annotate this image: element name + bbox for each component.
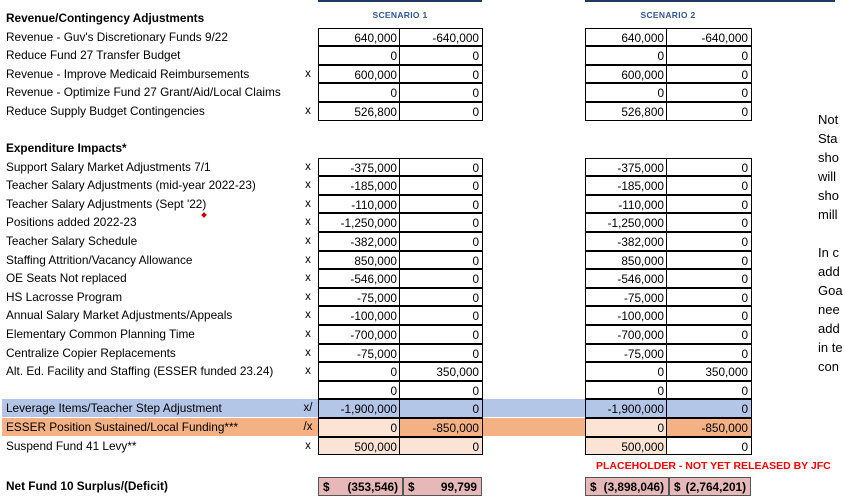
value-cell[interactable]: 0 bbox=[399, 83, 483, 102]
row-label bbox=[6, 381, 298, 400]
side-note-line: sho bbox=[818, 150, 839, 165]
value-cell[interactable]: 0 bbox=[399, 344, 483, 363]
value-cell[interactable]: -850,000 bbox=[399, 418, 483, 437]
value-cell[interactable]: -75,000 bbox=[585, 344, 668, 363]
value-cell[interactable]: 0 bbox=[399, 381, 483, 400]
value-cell[interactable]: 0 bbox=[399, 195, 483, 214]
value-cell[interactable]: 0 bbox=[399, 65, 483, 84]
row-label: HS Lacrosse Program bbox=[6, 289, 123, 304]
row-mark: x bbox=[305, 105, 311, 117]
value-cell[interactable]: 0 bbox=[585, 362, 668, 381]
value-cell[interactable]: 0 bbox=[666, 176, 752, 195]
row-label: Positions added 2022-23 bbox=[6, 215, 137, 230]
value-cell[interactable]: 0 bbox=[666, 399, 752, 418]
value-cell[interactable]: -546,000 bbox=[585, 269, 668, 288]
value-cell[interactable]: -185,000 bbox=[585, 176, 668, 195]
row-label: Reduce Fund 27 Transfer Budget bbox=[6, 48, 181, 63]
net-value-cell[interactable] bbox=[669, 477, 751, 496]
side-note-line: Not bbox=[818, 112, 839, 127]
value-cell[interactable]: -110,000 bbox=[318, 195, 401, 214]
value-cell[interactable]: 640,000 bbox=[585, 28, 668, 47]
row-label: Revenue - Optimize Fund 27 Grant/Aid/Local Claims bbox=[6, 85, 281, 100]
value-cell[interactable]: -185,000 bbox=[318, 176, 401, 195]
value-cell[interactable]: 500,000 bbox=[318, 437, 401, 456]
placeholder-note: PLACEHOLDER - NOT YET RELEASED BY JFC bbox=[596, 460, 831, 472]
value-cell[interactable]: 0 bbox=[666, 65, 752, 84]
currency-symbol: $ bbox=[408, 480, 415, 494]
value-cell[interactable]: 0 bbox=[666, 102, 752, 121]
row-label: Leverage Items/Teacher Step Adjustment bbox=[6, 401, 222, 416]
value-cell[interactable]: -375,000 bbox=[318, 158, 401, 177]
currency-symbol: $ bbox=[674, 480, 681, 494]
currency-symbol: $ bbox=[590, 480, 597, 494]
row-label: Revenue - Guv's Discretionary Funds 9/22 bbox=[6, 29, 228, 44]
row-mark bbox=[299, 83, 317, 102]
value-cell[interactable]: 640,000 bbox=[318, 28, 401, 47]
value-cell[interactable]: -700,000 bbox=[585, 325, 668, 344]
value-cell[interactable]: 0 bbox=[666, 288, 752, 307]
value-cell[interactable]: 850,000 bbox=[318, 251, 401, 270]
value-cell[interactable]: 0 bbox=[666, 344, 752, 363]
value-cell[interactable]: 600,000 bbox=[585, 65, 668, 84]
value-cell[interactable]: 0 bbox=[666, 381, 752, 400]
value-cell[interactable]: 0 bbox=[399, 213, 483, 232]
value-cell[interactable]: -1,900,000 bbox=[585, 399, 668, 418]
net-amount: 99,799 bbox=[440, 480, 477, 494]
side-note-line: In c bbox=[818, 245, 839, 260]
row-label: Teacher Salary Adjustments (mid-year 2022-23) bbox=[6, 178, 256, 193]
side-note-line: mill bbox=[818, 207, 838, 222]
value-cell[interactable]: 0 bbox=[585, 381, 668, 400]
side-note-line: sho bbox=[818, 188, 839, 203]
value-cell[interactable]: -382,000 bbox=[318, 232, 401, 251]
row-mark: x bbox=[305, 235, 311, 247]
header-rule bbox=[318, 0, 482, 2]
row-label: Elementary Common Planning Time bbox=[6, 327, 195, 341]
value-cell[interactable]: 0 bbox=[318, 381, 401, 400]
row-mark: x bbox=[305, 365, 311, 378]
value-cell[interactable]: 0 bbox=[318, 46, 401, 65]
row-mark: x bbox=[305, 253, 311, 266]
value-cell[interactable]: -546,000 bbox=[318, 269, 401, 288]
value-cell[interactable]: -100,000 bbox=[318, 306, 401, 325]
net-amount: (2,764,201) bbox=[685, 480, 746, 494]
value-cell[interactable]: 0 bbox=[585, 418, 668, 437]
value-cell[interactable]: 0 bbox=[399, 399, 483, 418]
side-note-line: Sta bbox=[818, 131, 838, 146]
row-label: ESSER Position Sustained/Local Funding*** bbox=[6, 420, 239, 434]
value-cell[interactable]: 0 bbox=[318, 362, 401, 381]
value-cell[interactable]: 0 bbox=[399, 46, 483, 65]
row-mark: x bbox=[305, 439, 311, 452]
row-label: Teacher Salary Schedule bbox=[6, 234, 138, 248]
section-title: Expenditure Impacts* bbox=[6, 141, 127, 155]
row-label: Suspend Fund 41 Levy** bbox=[6, 438, 137, 453]
side-note-line: will bbox=[818, 169, 837, 184]
value-cell[interactable]: 0 bbox=[666, 46, 752, 65]
value-cell[interactable]: 0 bbox=[399, 251, 483, 270]
value-cell[interactable]: 0 bbox=[399, 158, 483, 177]
net-amount: (3,898,046) bbox=[603, 480, 664, 494]
row-label: Revenue - Improve Medicaid Reimbursements bbox=[6, 66, 250, 81]
value-cell[interactable]: -850,000 bbox=[666, 418, 752, 437]
row-mark bbox=[299, 46, 317, 65]
value-cell[interactable]: 0 bbox=[666, 325, 752, 344]
section-title: Revenue/Contingency Adjustments bbox=[6, 11, 205, 25]
scenario-header: SCENARIO 1 bbox=[372, 10, 428, 20]
row-mark: x bbox=[305, 179, 311, 192]
value-cell[interactable]: -640,000 bbox=[399, 28, 483, 47]
value-cell[interactable]: -1,900,000 bbox=[318, 399, 401, 418]
value-cell[interactable]: 500,000 bbox=[585, 437, 668, 456]
row-label: Staffing Attrition/Vacancy Allowance bbox=[6, 252, 193, 267]
value-cell[interactable]: 0 bbox=[666, 232, 752, 251]
value-cell[interactable]: 526,800 bbox=[318, 102, 401, 121]
value-cell[interactable]: 0 bbox=[399, 102, 483, 121]
row-mark: x bbox=[305, 67, 311, 80]
value-cell[interactable]: 0 bbox=[666, 213, 752, 232]
value-cell[interactable]: 0 bbox=[666, 83, 752, 102]
value-cell[interactable]: 350,000 bbox=[399, 362, 483, 381]
side-note-line: in te bbox=[818, 340, 843, 355]
net-value-cell[interactable] bbox=[403, 477, 482, 496]
value-cell[interactable]: 0 bbox=[666, 158, 752, 177]
value-cell[interactable]: -375,000 bbox=[585, 158, 668, 177]
value-cell[interactable]: 0 bbox=[399, 269, 483, 288]
row-label: Alt. Ed. Facility and Staffing (ESSER funded 23.24) bbox=[6, 364, 274, 379]
value-cell[interactable]: -700,000 bbox=[318, 325, 401, 344]
header-rule bbox=[585, 0, 835, 2]
row-mark: /x bbox=[303, 421, 313, 433]
row-mark bbox=[299, 381, 317, 400]
value-cell[interactable]: 0 bbox=[666, 269, 752, 288]
value-cell[interactable]: 0 bbox=[585, 46, 668, 65]
row-label: Reduce Supply Budget Contingencies bbox=[6, 104, 205, 118]
scenario-header: SCENARIO 2 bbox=[640, 10, 696, 20]
value-cell[interactable]: 0 bbox=[399, 288, 483, 307]
row-mark: x bbox=[305, 197, 311, 210]
value-cell[interactable]: -75,000 bbox=[318, 344, 401, 363]
value-cell[interactable]: -75,000 bbox=[585, 288, 668, 307]
net-value-cell[interactable] bbox=[318, 477, 403, 496]
value-cell[interactable]: 0 bbox=[318, 418, 401, 437]
value-cell[interactable]: -1,250,000 bbox=[318, 213, 401, 232]
currency-symbol: $ bbox=[323, 480, 330, 494]
net-amount: (353,546) bbox=[347, 480, 398, 494]
row-mark bbox=[299, 28, 317, 47]
side-note-line: nee bbox=[818, 302, 840, 317]
value-cell[interactable]: 0 bbox=[399, 325, 483, 344]
value-cell[interactable]: -110,000 bbox=[585, 195, 668, 214]
value-cell[interactable]: 850,000 bbox=[585, 251, 668, 270]
value-cell[interactable]: 350,000 bbox=[666, 362, 752, 381]
row-label: OE Seats Not replaced bbox=[6, 271, 127, 286]
value-cell[interactable]: -1,250,000 bbox=[585, 213, 668, 232]
row-label: Teacher Salary Adjustments (Sept '22) bbox=[6, 196, 207, 211]
side-note-line: con bbox=[818, 359, 839, 374]
value-cell[interactable]: -75,000 bbox=[318, 288, 401, 307]
value-cell[interactable]: -382,000 bbox=[585, 232, 668, 251]
row-mark: x bbox=[305, 346, 311, 359]
value-cell[interactable]: 526,800 bbox=[585, 102, 668, 121]
row-mark: x bbox=[305, 309, 311, 322]
side-note-line: add bbox=[818, 321, 840, 336]
value-cell[interactable]: 0 bbox=[666, 306, 752, 325]
row-label: Centralize Copier Replacements bbox=[6, 345, 176, 360]
net-label: Net Fund 10 Surplus/(Deficit) bbox=[6, 479, 168, 493]
value-cell[interactable]: 600,000 bbox=[318, 65, 401, 84]
value-cell[interactable]: 0 bbox=[666, 437, 752, 456]
row-label: Annual Salary Market Adjustments/Appeals bbox=[6, 308, 233, 323]
value-cell[interactable]: 0 bbox=[666, 251, 752, 270]
row-mark: x bbox=[305, 272, 311, 285]
side-note-line: Goa bbox=[818, 283, 843, 298]
value-cell[interactable]: -100,000 bbox=[585, 306, 668, 325]
value-cell[interactable]: 0 bbox=[399, 176, 483, 195]
value-cell[interactable]: 0 bbox=[318, 83, 401, 102]
row-label: Support Salary Market Adjustments 7/1 bbox=[6, 159, 211, 174]
row-mark: x bbox=[305, 290, 311, 303]
value-cell[interactable]: -640,000 bbox=[666, 28, 752, 47]
side-note-line: add bbox=[818, 264, 840, 279]
value-cell[interactable]: 0 bbox=[399, 437, 483, 456]
row-mark: x bbox=[305, 328, 311, 340]
value-cell[interactable]: 0 bbox=[399, 306, 483, 325]
value-cell[interactable]: 0 bbox=[666, 195, 752, 214]
row-mark: x bbox=[305, 216, 311, 229]
value-cell[interactable]: 0 bbox=[399, 232, 483, 251]
row-mark: x bbox=[305, 160, 311, 173]
net-value-cell[interactable] bbox=[585, 477, 669, 496]
row-mark: x/ bbox=[303, 402, 313, 415]
value-cell[interactable]: 0 bbox=[585, 83, 668, 102]
